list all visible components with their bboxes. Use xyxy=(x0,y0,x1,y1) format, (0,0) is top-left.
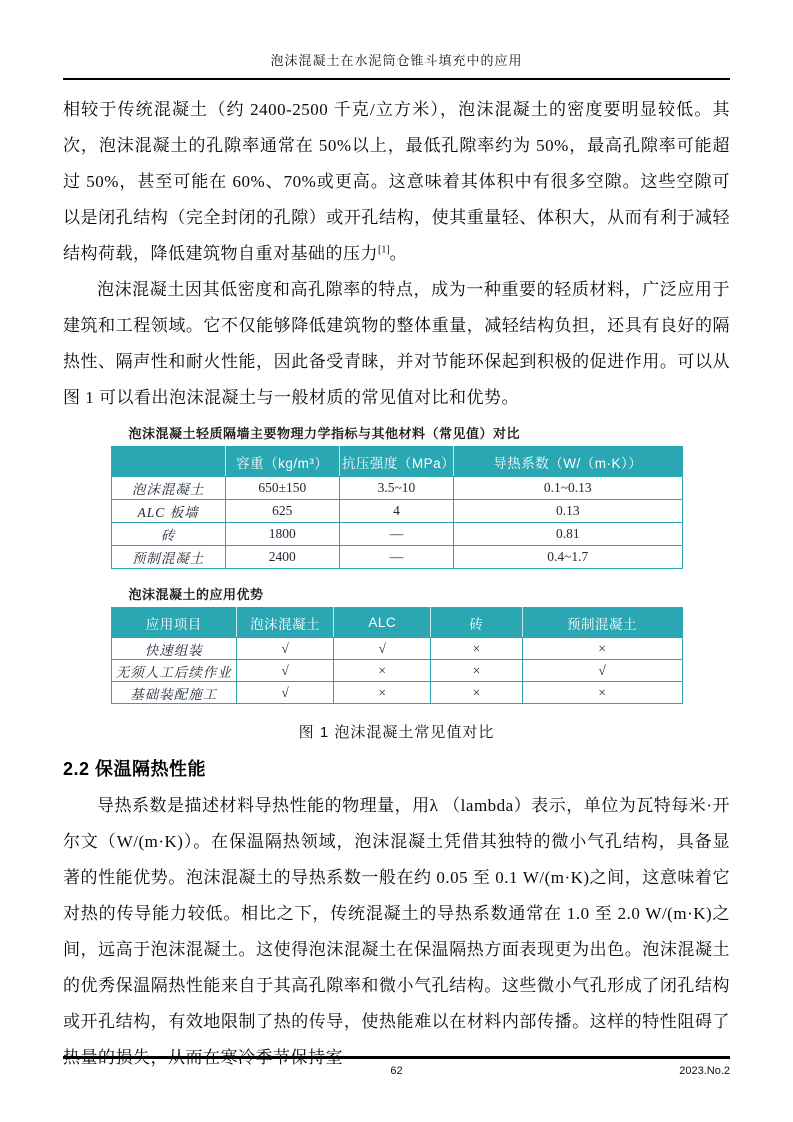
figure-caption: 图 1 泡沫混凝土常见值对比 xyxy=(298,724,495,741)
t1-header-empty xyxy=(111,447,225,477)
paragraph-3: 导热系数是描述材料导热性能的物理量，用λ （lambda）表示，单位为瓦特每米·开尔文（W/(m·K)）。在保温隔热领域，泡沫混凝土凭借其独特的微小气孔结构，具备显著的性能优势。泡沫混凝土的导热系数一般在约 0.05 至 0.1 W/(m·K)之间，这意味着它对热的传导能力较低。相比之下，传统混凝土的导热系数通常在 1.0 至 2.0 W/(m·K)之间，远高于泡沫混凝土。这使得泡沫混凝土在保温隔热方面表现更为出色。泡沫混凝土的优秀保温隔热性能来自于其高孔隙率和微小气孔结构。这些微小气孔形成了闭孔结构或开孔结构，有效地限制了热的传导，使热能难以在材料内部传播。这样的特性阻碍了热量的损失，从而在寒冷季节保持室 xyxy=(63,796,730,1067)
t2-mark-cell: × xyxy=(522,638,682,660)
paragraph-1-end: 。 xyxy=(389,244,408,263)
t2-mark-cell: √ xyxy=(237,660,334,682)
t1-cell: 4 xyxy=(339,500,453,523)
t2-header-precast: 预制混凝土 xyxy=(522,608,682,638)
t1-cell: 3.5~10 xyxy=(339,477,453,500)
table-row xyxy=(111,546,682,569)
t1-header-density: 容重（kg/m³） xyxy=(225,447,339,477)
paragraph-1 xyxy=(63,92,730,272)
t1-cell: 0.4~1.7 xyxy=(454,546,682,569)
t2-row-label: 基础装配施工 xyxy=(111,682,237,704)
t1-cell: 650±150 xyxy=(225,477,339,500)
t2-mark-cell: × xyxy=(431,660,522,682)
t1-cell: 0.13 xyxy=(454,500,682,523)
t1-row-label: ALC 板墙 xyxy=(111,500,225,523)
t1-row-label: 砖 xyxy=(111,523,225,546)
table1-title: 泡沫混凝土轻质隔墙主要物理力学指标与其他材料（常见值）对比 xyxy=(128,426,521,441)
t2-mark-cell: √ xyxy=(334,638,431,660)
t1-cell: 0.1~0.13 xyxy=(454,477,682,500)
t2-mark-cell: × xyxy=(431,682,522,704)
t1-cell: — xyxy=(339,523,453,546)
t2-header-brick: 砖 xyxy=(431,608,522,638)
footer-row xyxy=(63,1059,730,1077)
t2-mark-cell: × xyxy=(431,638,522,660)
section-heading-2-2: 2.2 保温隔热性能 xyxy=(63,759,207,779)
running-header-title: 泡沫混凝土在水泥筒仓锥斗填充中的应用 xyxy=(270,53,523,68)
table-row xyxy=(111,682,682,704)
t2-header-alc: ALC xyxy=(334,608,431,638)
t2-header-foam: 泡沫混凝土 xyxy=(237,608,334,638)
page-number: 62 xyxy=(390,1065,403,1077)
t2-header-item: 应用项目 xyxy=(111,608,237,638)
t1-cell: 2400 xyxy=(225,546,339,569)
t1-cell: — xyxy=(339,546,453,569)
t2-row-label: 无须人工后续作业 xyxy=(111,660,237,682)
paragraph-2: 泡沫混凝土因其低密度和高孔隙率的特点，成为一种重要的轻质材料，广泛应用于建筑和工程领域。它不仅能够降低建筑物的整体重量，减轻结构负担，还具有良好的隔热性、隔声性和耐火性能，因此备受青睐，并对节能环保起到积极的促进作用。可以从图 1 可以看出泡沫混凝土与一般材质的常见值对比和优势。 xyxy=(63,280,730,407)
t2-mark-cell: × xyxy=(522,682,682,704)
t1-row-label: 预制混凝土 xyxy=(111,546,225,569)
table-row xyxy=(111,660,682,682)
physical-indicators-table xyxy=(111,446,683,569)
table-header-row xyxy=(111,608,682,638)
t1-cell: 1800 xyxy=(225,523,339,546)
figure-1 xyxy=(111,423,683,704)
application-advantages-table xyxy=(111,607,683,704)
table-gap xyxy=(111,569,683,584)
issue-label: 2023.No.2 xyxy=(679,1065,730,1077)
paragraph-1-text: 相较于传统混凝土（约 2400-2500 千克/立方米），泡沫混凝土的密度要明显较低。其次，泡沫混凝土的孔隙率通常在 50%以上，最低孔隙率约为 50%，最高孔隙率可能超过 50%，甚至可能在 60%、70%或更高。这意味着其体积中有很多空隙。这些空隙可以是闭孔结构（完全封闭的孔隙）或开孔结构，使其重量轻、体积大，从而有利于减轻结构荷载，降低建筑物自重对基础的压力 xyxy=(63,100,730,263)
table-row xyxy=(111,638,682,660)
t1-header-strength: 抗压强度（MPa） xyxy=(339,447,453,477)
t2-row-label: 快速组装 xyxy=(111,638,237,660)
table-row xyxy=(111,523,682,546)
table2-title: 泡沫混凝土的应用优势 xyxy=(128,587,264,602)
table-row xyxy=(111,477,682,500)
table-row xyxy=(111,500,682,523)
t1-cell: 0.81 xyxy=(454,523,682,546)
t2-mark-cell: √ xyxy=(522,660,682,682)
t1-header-conductivity: 导热系数（W/（m·K）） xyxy=(454,447,682,477)
t2-mark-cell: × xyxy=(334,682,431,704)
t2-mark-cell: √ xyxy=(237,682,334,704)
t1-cell: 625 xyxy=(225,500,339,523)
header-rule xyxy=(63,78,730,80)
t2-mark-cell: × xyxy=(334,660,431,682)
citation-ref-1: [1] xyxy=(378,244,390,256)
table-header-row xyxy=(111,447,682,477)
t1-row-label: 泡沫混凝土 xyxy=(111,477,225,500)
t2-mark-cell: √ xyxy=(237,638,334,660)
page-footer xyxy=(63,1056,730,1077)
